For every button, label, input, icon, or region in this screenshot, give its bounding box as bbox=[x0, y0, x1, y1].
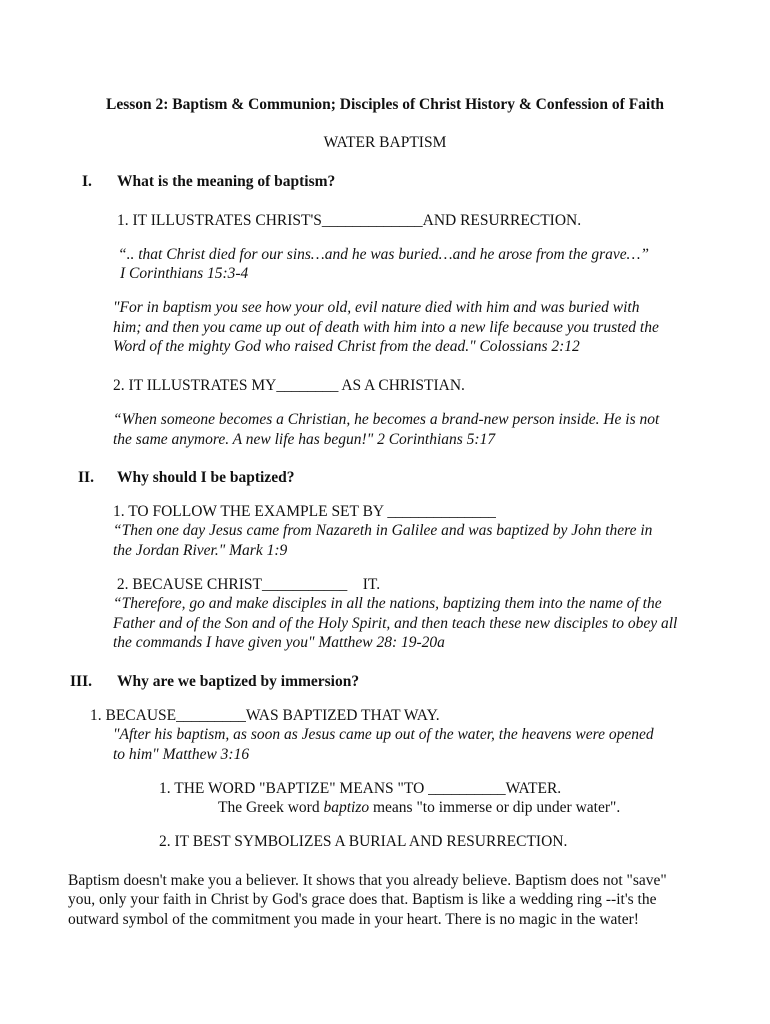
section-2-item-1-quote-line: “Then one day Jesus came from Nazareth in Galilee and was baptized by John there in bbox=[113, 522, 653, 539]
greek-line-pre: The Greek word bbox=[218, 799, 324, 816]
section-2-item-2-quote-line: “Therefore, go and make disciples in all the nations, baptizing them into the name of the bbox=[113, 595, 662, 612]
section-2-item-1: 1. TO FOLLOW THE EXAMPLE SET BY ______________ bbox=[113, 503, 496, 520]
closing-line: you, only your faith in Christ by God's grace does that. Baptism is like a wedding ring --it's the bbox=[68, 891, 657, 908]
section-3-numeral: III. bbox=[70, 673, 92, 690]
section-3-item-3: 2. IT BEST SYMBOLIZES A BURIAL AND RESURRECTION. bbox=[159, 833, 568, 850]
section-3-item-2: 1. THE WORD "BAPTIZE" MEANS "TO __________WATER. bbox=[159, 780, 562, 797]
section-3-question: Why are we baptized by immersion? bbox=[117, 673, 360, 690]
closing-line: Baptism doesn't make you a believer. It shows that you already believe. Baptism does not "save" bbox=[68, 872, 667, 889]
section-3-item-1: 1. BECAUSE_________WAS BAPTIZED THAT WAY. bbox=[90, 707, 440, 724]
section-1-item-1-quote-line: "For in baptism you see how your old, evil nature died with him and was buried with bbox=[113, 299, 640, 316]
section-1-item-1-quote-line: I Corinthians 15:3-4 bbox=[120, 265, 249, 282]
section-1-item-2: 2. IT ILLUSTRATES MY________ AS A CHRISTIAN. bbox=[113, 377, 465, 394]
section-1-item-1-quote-line: Word of the mighty God who raised Christ from the dead." Colossians 2:12 bbox=[113, 338, 580, 355]
section-1-question: What is the meaning of baptism? bbox=[117, 173, 336, 190]
section-1-item-1-quote-line: him; and then you came up out of death with him into a new life because you trusted the bbox=[113, 319, 659, 336]
section-3-item-1-quote-line: "After his baptism, as soon as Jesus came up out of the water, the heavens were opened bbox=[113, 726, 654, 743]
section-1-item-1-quote-line: “.. that Christ died for our sins…and he was buried…and he arose from the grave…” bbox=[118, 246, 650, 263]
greek-word: baptizo bbox=[323, 799, 370, 816]
section-2-question: Why should I be baptized? bbox=[117, 469, 295, 486]
page-subtitle: WATER BAPTISM bbox=[323, 134, 447, 151]
greek-line-post: means "to immerse or dip under water". bbox=[369, 799, 621, 816]
section-2-item-2-quote-line: Father and of the Son and of the Holy Spirit, and then teach these new disciples to obey all bbox=[113, 615, 678, 632]
section-3-item-1-quote-line: to him" Matthew 3:16 bbox=[113, 746, 250, 763]
section-1-item-1: 1. IT ILLUSTRATES CHRIST'S_____________AND RESURRECTION. bbox=[117, 212, 582, 229]
closing-line: outward symbol of the commitment you made in your heart. There is no magic in the water! bbox=[68, 911, 639, 928]
section-2-item-2: 2. BECAUSE CHRIST___________ IT. bbox=[113, 576, 381, 593]
section-1-numeral: I. bbox=[82, 173, 92, 190]
section-1-item-2-quote-line: the same anymore. A new life has begun!" 2 Corinthians 5:17 bbox=[113, 431, 496, 448]
section-2-item-2-quote-line: the commands I have given you" Matthew 28: 19-20a bbox=[113, 634, 445, 651]
section-2-numeral: II. bbox=[78, 469, 94, 486]
greek-word-line bbox=[218, 798, 620, 818]
section-2-item-1-quote-line: the Jordan River." Mark 1:9 bbox=[113, 542, 288, 559]
page-title: Lesson 2: Baptism & Communion; Disciples of Christ History & Confession of Faith bbox=[105, 96, 664, 113]
section-1-item-2-quote-line: “When someone becomes a Christian, he becomes a brand-new person inside. He is not bbox=[113, 411, 660, 428]
